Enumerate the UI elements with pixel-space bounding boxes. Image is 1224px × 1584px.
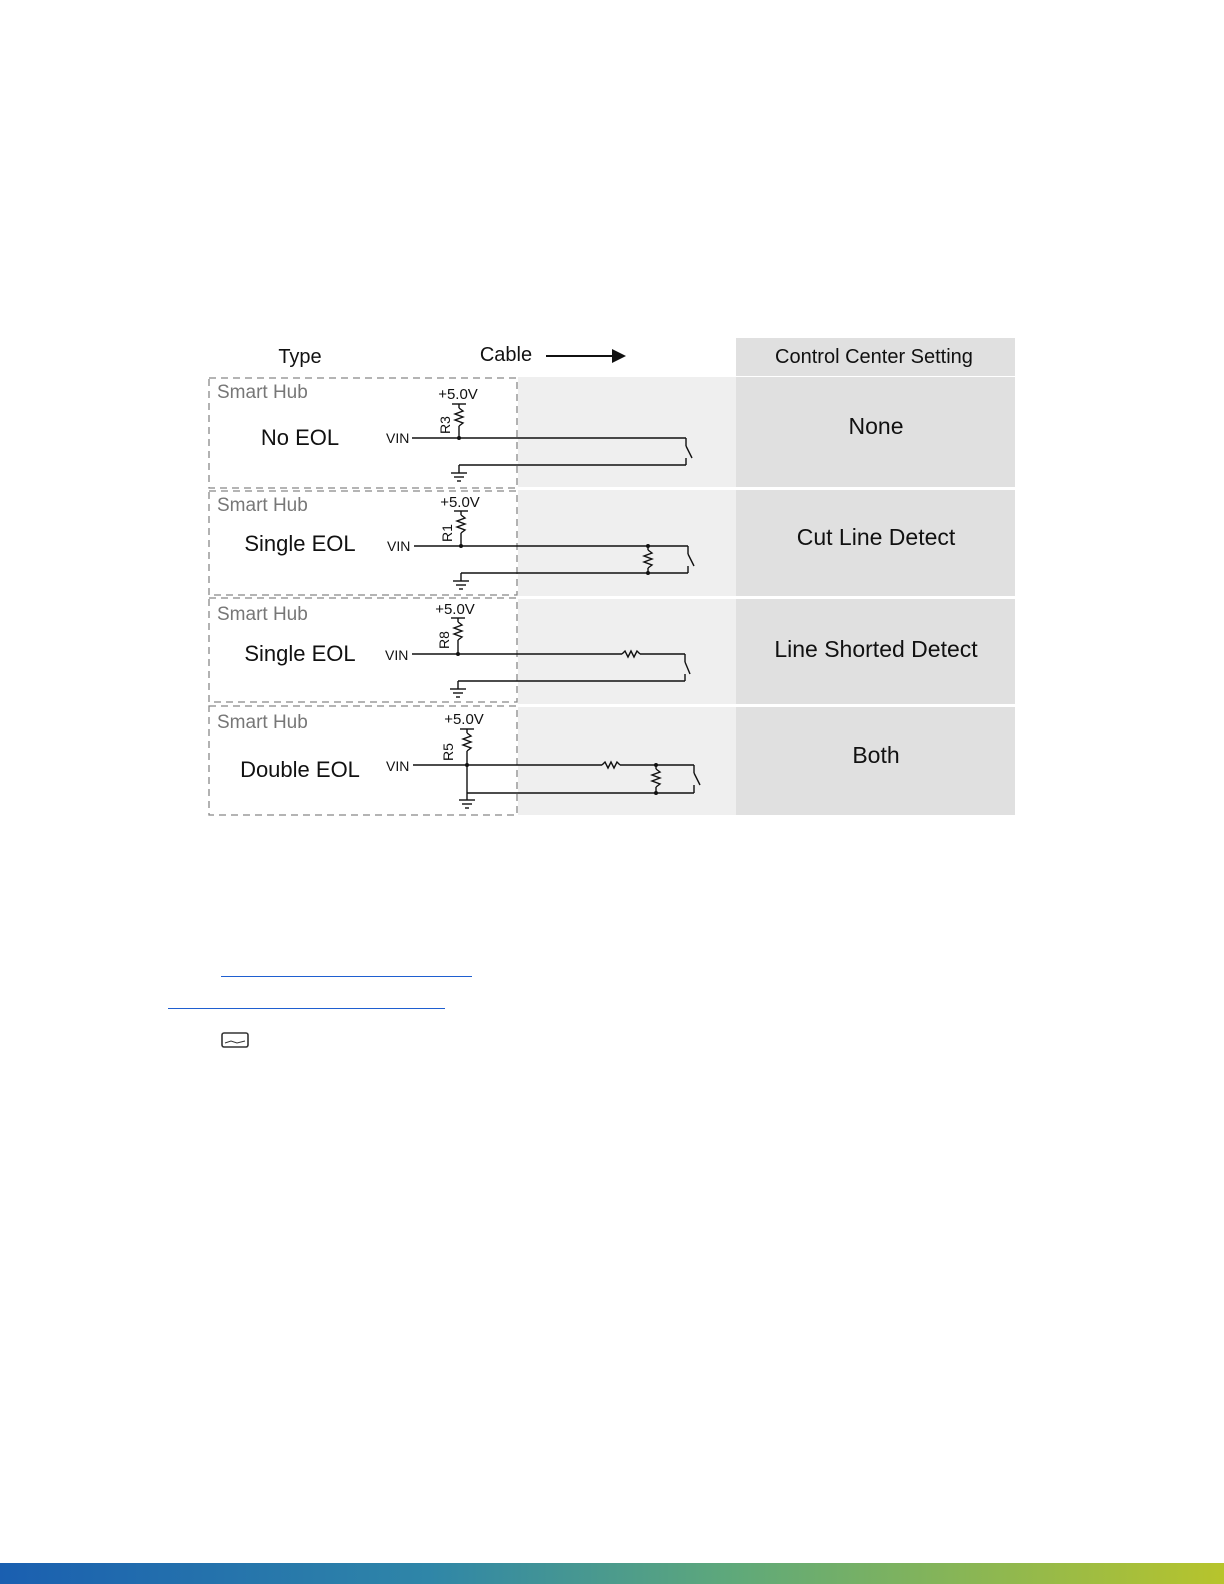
setting-value: Line Shorted Detect: [774, 636, 978, 662]
setting-header: Control Center Setting: [775, 346, 973, 368]
row-backgrounds: [518, 377, 1015, 815]
resistor-label: R5: [440, 743, 456, 761]
node: [646, 544, 650, 548]
voltage-label: +5.0V: [440, 494, 480, 511]
type-label: Single EOL: [244, 641, 356, 666]
footer-gradient-bar: [0, 1563, 1224, 1584]
setting-value: None: [848, 413, 904, 439]
cable-bg-row-2: [518, 490, 736, 596]
setting-value: Cut Line Detect: [796, 524, 956, 550]
smart-hub-label: Smart Hub: [217, 382, 308, 403]
cable-bg-row-4: [518, 707, 736, 815]
resistor-label: R3: [437, 416, 453, 434]
node: [465, 763, 469, 767]
node: [457, 436, 461, 440]
hyperlink-underline-2[interactable]: [168, 1008, 445, 1009]
resistor-label: R1: [439, 524, 455, 542]
cable-bg-row-1: [518, 377, 736, 487]
smart-hub-label: Smart Hub: [217, 604, 308, 625]
cable-header: Cable: [479, 344, 533, 366]
vin-label: VIN: [387, 538, 411, 554]
resistor-label: R8: [436, 631, 452, 649]
node: [456, 652, 460, 656]
smart-hub-label: Smart Hub: [217, 712, 308, 733]
type-header: Type: [278, 346, 322, 368]
type-label: Double EOL: [240, 757, 360, 782]
setting-value: Both: [852, 742, 900, 768]
voltage-label: +5.0V: [438, 386, 478, 403]
vin-label: VIN: [385, 647, 409, 663]
hyperlink-underline-1[interactable]: [221, 976, 472, 977]
smart-hub-label: Smart Hub: [217, 495, 308, 516]
type-label: Single EOL: [244, 531, 356, 556]
vin-label: VIN: [386, 430, 410, 446]
node: [654, 763, 658, 767]
node: [459, 544, 463, 548]
voltage-label: +5.0V: [444, 711, 484, 728]
type-label: No EOL: [260, 425, 340, 450]
node: [654, 791, 658, 795]
image-placeholder-icon: [221, 1032, 249, 1048]
node: [646, 571, 650, 575]
cable-bg-row-3: [518, 599, 736, 704]
vin-label: VIN: [386, 758, 410, 774]
cable-arrow-icon: [546, 349, 626, 363]
voltage-label: +5.0V: [435, 601, 475, 618]
